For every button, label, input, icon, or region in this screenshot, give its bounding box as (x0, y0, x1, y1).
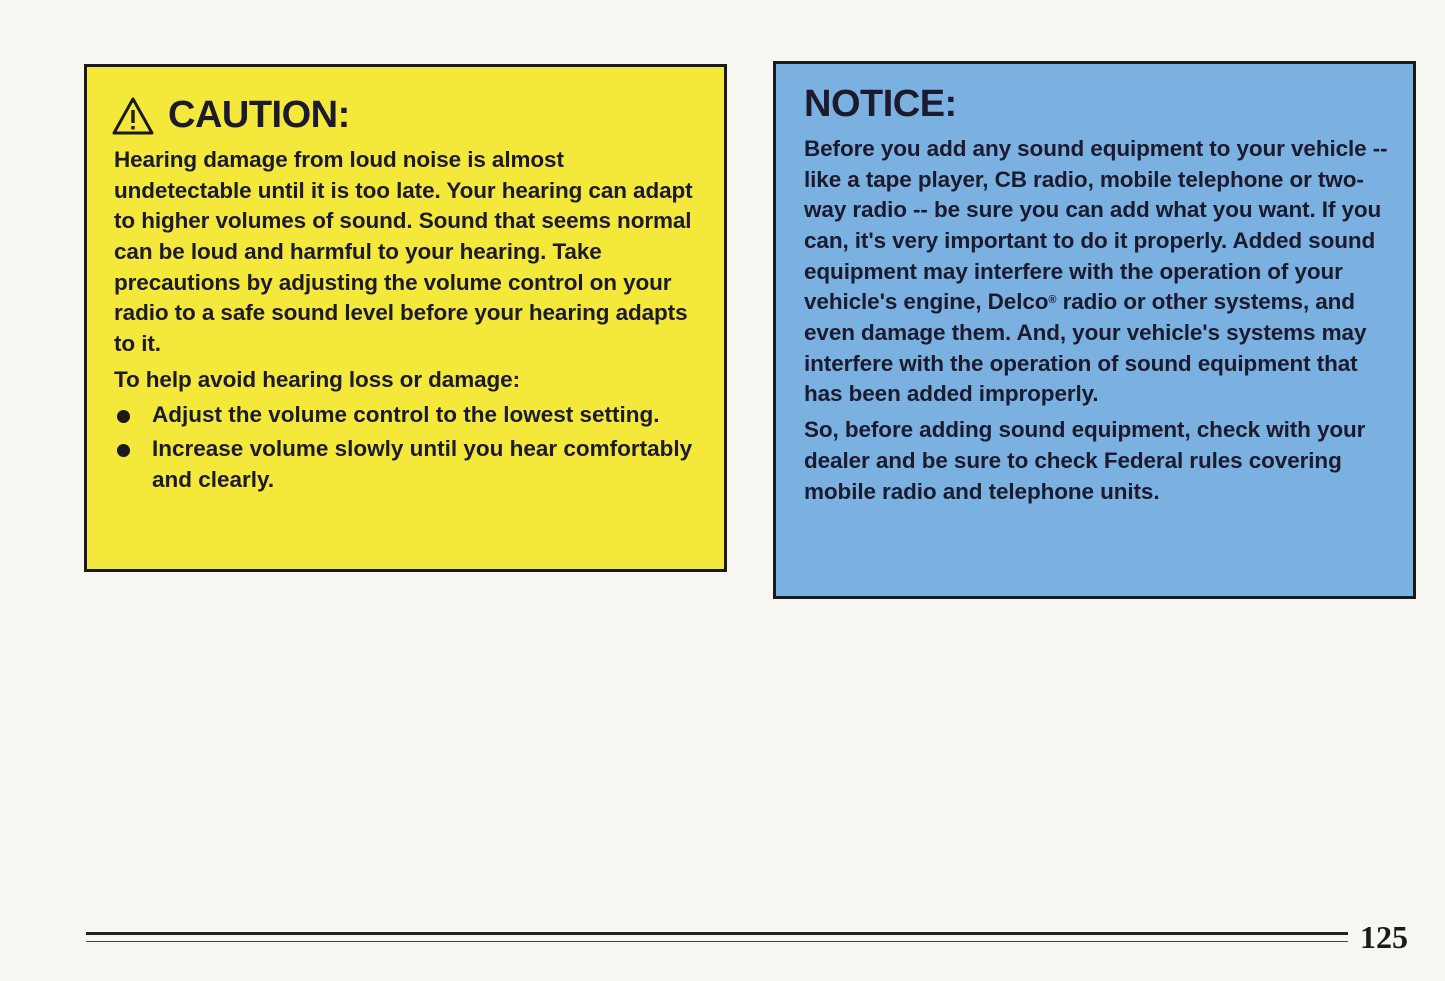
notice-paragraph (804, 134, 1393, 410)
bullet-text: Adjust the volume control to the lowest setting. (152, 402, 660, 428)
warning-triangle-icon (112, 97, 154, 135)
notice-text-before: Before you add any sound equipment to your vehicle -- like a tape player, CB radio, mobile telephone or two-way radio -- be sure you can add what you want. If you can, it's very important to do it properly. Added sound equipment may interfere with the operation of your vehicle's engine, Delco (804, 135, 1388, 315)
bullet-icon (117, 410, 130, 423)
bullet-text: Increase volume slowly until you hear comfortably and clearly. (152, 436, 693, 492)
list-item (114, 400, 704, 431)
footer-rule (86, 932, 1348, 935)
caution-title: CAUTION: (168, 94, 350, 136)
notice-heading (804, 84, 1393, 126)
notice-box (773, 61, 1416, 599)
notice-paragraph-2: So, before adding sound equipment, check with your dealer and be sure to check Federal rules covering mobile radio and telephone units. (804, 417, 1366, 504)
page-number: 125 (1360, 919, 1408, 955)
list-item (114, 434, 704, 495)
caution-intro: To help avoid hearing loss or damage: (114, 366, 520, 392)
bullet-icon (117, 444, 130, 457)
registered-mark: ® (1048, 294, 1057, 307)
footer-rule-thin (86, 941, 1348, 942)
caution-bullet-list (114, 400, 704, 495)
caution-paragraph: Hearing damage from loud noise is almost undetectable until it is too late. Your hearing can adapt to higher volumes of sound. Sound that seems normal can be loud and harmful to your hearing. Take precautions by adjusting the volume control on your radio to a safe sound level before your hearing adapts to it. (114, 146, 693, 357)
caution-box (84, 64, 727, 572)
caution-heading (112, 95, 704, 137)
notice-text-after: radio or other systems, and even damage them. And, your vehicle's systems may interfere with the operation of sound equipment that has been added improperly. (804, 289, 1367, 407)
notice-title: NOTICE: (804, 83, 957, 125)
